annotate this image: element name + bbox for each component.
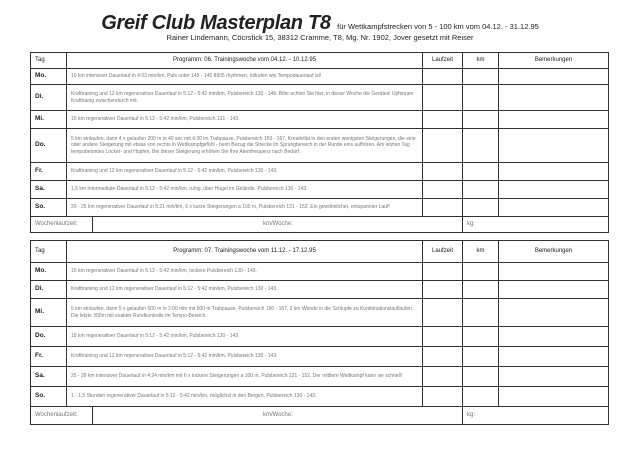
km-cell[interactable] (463, 387, 499, 407)
notes-cell[interactable] (499, 69, 609, 85)
day-label: Mi. (31, 299, 67, 327)
plan-text: 1,5 km Intermediate-Dauerlauf in 5:12 - 5:42 min/km, ruhig, über Hügel im Gelände. Pulsbereich 130 - 143. (67, 181, 423, 199)
km-cell[interactable] (463, 199, 499, 217)
week1-table (30, 52, 609, 233)
col-laufzeit: Laufzeit (423, 241, 463, 263)
km-cell[interactable] (463, 181, 499, 199)
laufzeit-cell[interactable] (423, 181, 463, 199)
laufzeit-cell[interactable] (423, 163, 463, 181)
document-header (0, 0, 640, 46)
laufzeit-cell[interactable] (423, 85, 463, 111)
week2-header-row (31, 241, 609, 263)
laufzeit-cell[interactable] (423, 387, 463, 407)
laufzeit-cell[interactable] (423, 129, 463, 163)
col-km: km (463, 53, 499, 69)
table-row (31, 199, 609, 217)
km-cell[interactable] (463, 281, 499, 299)
plan-text: Krafttraining und 12 km regenerativer Dauerlauf in 5:12 - 5:42 min/km, Pulsbereich 130 - 146. Bitte achten Sie hier, in dieser Woche die Gerätes! Uphinnen Krafttraing zwischendurch mit. (67, 85, 423, 111)
notes-cell[interactable] (499, 85, 609, 111)
week1-program: Programm: 06. Trainingswoche vom 04.12. - 10.12.95 (67, 53, 423, 69)
plan-text: 10 km intensiver Dauerlauf in 4:03 min/km, Puls unter 145 - 145 8905 rhythmen, tollrufen wie Tempodauerlauf ist! (67, 69, 423, 85)
week2-footer-row (31, 407, 609, 425)
table-row (31, 129, 609, 163)
document-subtitle: für Wettkampfstrecken von 5 - 100 km vom 04.12. - 31.12.95 (337, 22, 539, 31)
km-cell[interactable] (463, 263, 499, 281)
km-cell[interactable] (463, 163, 499, 181)
km-cell[interactable] (463, 299, 499, 327)
notes-cell[interactable] (499, 129, 609, 163)
laufzeit-cell[interactable] (423, 299, 463, 327)
day-label: Sa. (31, 181, 67, 199)
plan-text: Krafttraining und 12 km regenerativer Dauerlauf in 5:12 - 5:42 min/km, Pulsbereich 130 - 143. (67, 281, 423, 299)
laufzeit-cell[interactable] (423, 263, 463, 281)
author-line: Rainer Lindemann, Cöcrstick 15, 38312 Cramme, T8, Mg. Nr. 1902, Jover gesetzt mit Reiser (166, 33, 474, 42)
plan-text: 20 - 25 km regenerativer Dauerlauf in 5:21 min/km, 6 x kurze Steigerungen a 100 m, Pulsbereich 131 - 152. Ein gewöhnlicher, entspannter Lauf! (67, 199, 423, 217)
col-laufzeit: Laufzeit (423, 53, 463, 69)
plan-text: 15 km regenerativer Dauerlauf in 5:12 - 5:42 min/km, lockere Pulsbereich 130 - 143. (67, 263, 423, 281)
laufzeit-cell[interactable] (423, 69, 463, 85)
col-km: km (463, 241, 499, 263)
km-cell[interactable] (463, 69, 499, 85)
col-tag: Tag (31, 53, 67, 69)
plan-text: Krafttraining und 12 km regenerativer Dauerlauf in 5:12 - 5:42 min/km, Pulsbereich 130 - 143. (67, 347, 423, 367)
table-row (31, 111, 609, 129)
laufzeit-cell[interactable] (423, 111, 463, 129)
laufzeit-cell[interactable] (423, 199, 463, 217)
laufzeit-cell[interactable] (423, 327, 463, 347)
notes-cell[interactable] (499, 387, 609, 407)
plan-text: 18 km regenerativer Dauerlauf in 5:12 - 5:42 min/km, Pulsbereich 130 - 143. (67, 327, 423, 347)
notes-cell[interactable] (499, 263, 609, 281)
notes-cell[interactable] (499, 181, 609, 199)
col-bemerkungen: Bemerkungen (499, 53, 609, 69)
document-title: Greif Club Masterplan T8 (101, 12, 331, 34)
table-row (31, 367, 609, 387)
title-line (0, 12, 640, 35)
km-week-label: km/Woche: (93, 217, 463, 233)
plan-text: 5 km einlaufen, dann 4 x gelaufen 200 m in 40 sec mit 4:30 im Trabpause, Pulsbereich 150 - 167. Kreativität in den ersten wenigsten Steigerungen, die eine oder andere Steigerung mit etwas von rechts in Wettkampfgefühl - beim Bezug die Strecke im Sprungbereich in der Runde eins aufhören. Am letzten Tag tempobetontes Locker- und Hüpfen. Bei dieser Steigerung erhöhen Sie Ihre Atemfrequenz nach Bedarf. (67, 129, 423, 163)
day-label: Mi. (31, 111, 67, 129)
plan-text: 1 - 1,5 Stunden regenerativer Dauerlauf in 5:12 - 5:42 min/km, möglichst in den Bergen, Pulsbereich 130 - 143. (67, 387, 423, 407)
km-cell[interactable] (463, 327, 499, 347)
notes-cell[interactable] (499, 327, 609, 347)
notes-cell[interactable] (499, 163, 609, 181)
day-label: Fr. (31, 347, 67, 367)
plan-text: 25 - 28 km intensiver Dauerlauf in 4:24 min/km mit 6 x lockere Steigerungen a 100 m, Pulsbereich 131 - 152. Der mittlere Wettkampf kann sie schnell! (67, 367, 423, 387)
day-label: So. (31, 199, 67, 217)
table-row (31, 163, 609, 181)
laufzeit-cell[interactable] (423, 347, 463, 367)
km-cell[interactable] (463, 347, 499, 367)
table-row (31, 281, 609, 299)
day-label: Sa. (31, 367, 67, 387)
notes-cell[interactable] (499, 299, 609, 327)
day-label: Do. (31, 129, 67, 163)
notes-cell[interactable] (499, 199, 609, 217)
week2-program: Programm: 07. Trainingswoche vom 11.12. - 17.12.95 (67, 241, 423, 263)
col-bemerkungen: Bemerkungen (499, 241, 609, 263)
table-row (31, 299, 609, 327)
week-total-label: Wochenlaufzeit: (31, 217, 93, 233)
notes-cell[interactable] (499, 281, 609, 299)
laufzeit-cell[interactable] (423, 367, 463, 387)
week1-header-row (31, 53, 609, 69)
kg-label: kg: (463, 407, 609, 425)
km-cell[interactable] (463, 85, 499, 111)
table-row (31, 85, 609, 111)
kg-label: kg: (463, 217, 609, 233)
table-row (31, 181, 609, 199)
day-label: Fr. (31, 163, 67, 181)
notes-cell[interactable] (499, 111, 609, 129)
week-total-label: Wochenlaufzeit: (31, 407, 93, 425)
week2-table (30, 240, 609, 425)
day-label: Di. (31, 85, 67, 111)
laufzeit-cell[interactable] (423, 281, 463, 299)
km-cell[interactable] (463, 367, 499, 387)
table-row (31, 263, 609, 281)
table-row (31, 327, 609, 347)
table-row (31, 387, 609, 407)
day-label: Di. (31, 281, 67, 299)
col-tag: Tag (31, 241, 67, 263)
km-cell[interactable] (463, 111, 499, 129)
plan-text: Krafttraining und 12 km regenerativer Dauerlauf in 5:12 - 5:42 min/km, Pulsbereich 130 - 143. (67, 163, 423, 181)
notes-cell[interactable] (499, 347, 609, 367)
km-week-label: km/Woche: (93, 407, 463, 425)
km-cell[interactable] (463, 129, 499, 163)
day-label: Mo. (31, 263, 67, 281)
plan-text: 15 km regenerativer Dauerlauf in 5:12 - 5:42 min/km, Pulsbereich 131 - 143. (67, 111, 423, 129)
day-label: Do. (31, 327, 67, 347)
day-label: So. (31, 387, 67, 407)
table-row (31, 347, 609, 367)
day-label: Mo. (31, 69, 67, 85)
week1-footer-row (31, 217, 609, 233)
notes-cell[interactable] (499, 367, 609, 387)
table-row (31, 69, 609, 85)
plan-text: 5 km einlaufen, dann 5 x gelaufen 500 m in 2:00 min mit 500 m Trabpause, Pulsbereich 150 - 167, 2 km Wende in die Schlupfe zu Kombinationslauflaufen. Die letzte 300m mit exakter Rundkontrolle im Tempo-Bereich. (67, 299, 423, 327)
